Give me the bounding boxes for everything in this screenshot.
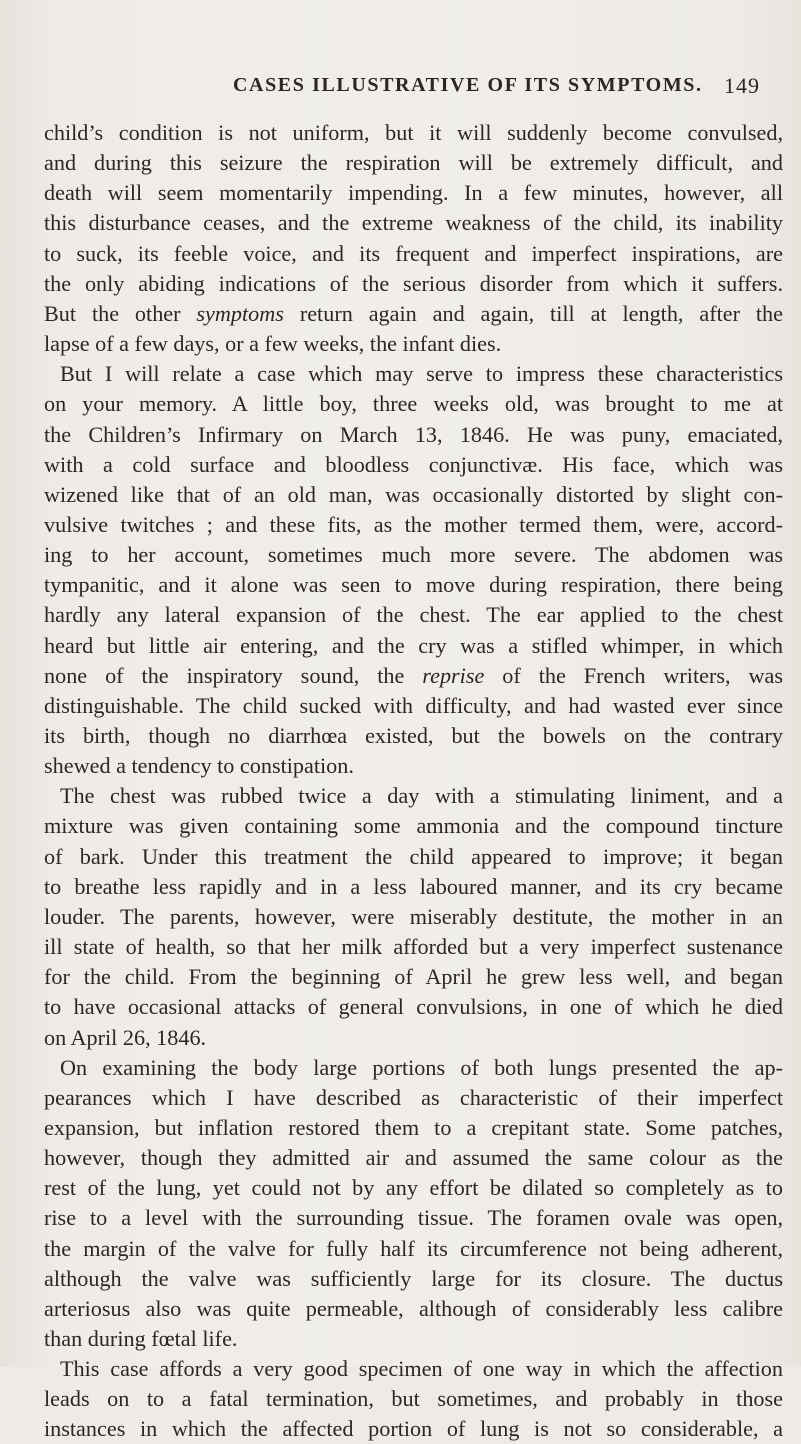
text-line: death will seem momentarily impending. In a few minutes, however, all bbox=[44, 180, 783, 205]
text-line: the margin of the valve for fully half its circumference not being adherent, bbox=[44, 1236, 783, 1261]
text-line: arteriosus also was quite permeable, although of considerably less calibre bbox=[44, 1296, 783, 1321]
text-line: on your memory. A little boy, three weeks old, was brought to me at bbox=[44, 391, 783, 416]
text-line: But the other symptoms return again and again, till at length, after the bbox=[44, 301, 783, 326]
text-line: this disturbance ceases, and the extreme weakness of the child, its inability bbox=[44, 210, 783, 235]
text-line: of bark. Under this treatment the child appeared to improve; it began bbox=[44, 844, 783, 869]
text-line: On examining the body large portions of both lungs presented the ap- bbox=[60, 1055, 783, 1080]
text-line: rise to a level with the surrounding tissue. The foramen ovale was open, bbox=[44, 1205, 783, 1230]
running-title: CASES ILLUSTRATIVE OF ITS SYMPTOMS. bbox=[233, 74, 703, 96]
text-line: wizened like that of an old man, was occasionally distorted by slight con- bbox=[44, 482, 783, 507]
text-line: heard but little air entering, and the cry was a stifled whimper, in which bbox=[44, 633, 783, 658]
text-line: on April 26, 1846. bbox=[44, 1025, 207, 1050]
text-line: distinguishable. The child sucked with difficulty, and had wasted ever since bbox=[44, 693, 783, 718]
text-line: for the child. From the beginning of April he grew less well, and began bbox=[44, 964, 783, 989]
text-line: and during this seizure the respiration will be extremely difficult, and bbox=[44, 150, 783, 175]
text-line: its birth, though no diarrhœa existed, but the bowels on the contrary bbox=[44, 723, 783, 748]
text-line: instances in which the affected portion of lung is not so considerable, a bbox=[44, 1416, 783, 1441]
text-line: leads on to a fatal termination, but sometimes, and probably in those bbox=[44, 1386, 783, 1411]
text-line: to have occasional attacks of general convulsions, in one of which he died bbox=[44, 994, 783, 1019]
text-line: lapse of a few days, or a few weeks, the infant dies. bbox=[44, 331, 502, 356]
text-line: although the valve was sufficiently large for its closure. The ductus bbox=[44, 1266, 783, 1291]
text-line: louder. The parents, however, were miserably destitute, the mother in an bbox=[44, 904, 783, 929]
text-line: ill state of health, so that her milk afforded but a very imperfect sustenance bbox=[44, 934, 783, 959]
text-line: child’s condition is not uniform, but it will suddenly become convulsed, bbox=[44, 120, 783, 145]
page-number: 149 bbox=[724, 73, 760, 98]
text-line: pearances which I have described as characteristic of their imperfect bbox=[44, 1085, 783, 1110]
text-line: rest of the lung, yet could not by any effort be dilated so completely as to bbox=[44, 1175, 783, 1200]
text-line: with a cold surface and bloodless conjunctivæ. His face, which was bbox=[44, 452, 783, 477]
page-header bbox=[0, 74, 801, 104]
text-line: shewed a tendency to constipation. bbox=[44, 753, 354, 778]
text-line: mixture was given containing some ammonia and the compound tincture bbox=[44, 813, 783, 838]
text-line: none of the inspiratory sound, the reprise of the French writers, was bbox=[44, 663, 783, 688]
text-line: The chest was rubbed twice a day with a stimulating liniment, and a bbox=[60, 783, 783, 808]
text-line: This case affords a very good specimen of one way in which the affection bbox=[60, 1356, 783, 1381]
text-line: But I will relate a case which may serve to impress these characteristics bbox=[60, 361, 783, 386]
text-line: ing to her account, sometimes much more severe. The abdomen was bbox=[44, 542, 783, 567]
text-line: than during fœtal life. bbox=[44, 1326, 238, 1351]
text-line: to breathe less rapidly and in a less laboured manner, and its cry became bbox=[44, 874, 783, 899]
text-line: expansion, but inflation restored them to a crepitant state. Some patches, bbox=[44, 1115, 783, 1140]
text-line: the only abiding indications of the serious disorder from which it suffers. bbox=[44, 271, 783, 296]
text-line: however, though they admitted air and assumed the same colour as the bbox=[44, 1145, 783, 1170]
text-line: the Children’s Infirmary on March 13, 1846. He was puny, emaciated, bbox=[44, 422, 783, 447]
text-line: hardly any lateral expansion of the chest. The ear applied to the chest bbox=[44, 602, 783, 627]
text-line: vulsive twitches ; and these fits, as the mother termed them, were, accord- bbox=[44, 512, 783, 537]
text-line: to suck, its feeble voice, and its frequent and imperfect inspirations, are bbox=[44, 241, 783, 266]
text-line: tympanitic, and it alone was seen to move during respiration, there being bbox=[44, 572, 783, 597]
